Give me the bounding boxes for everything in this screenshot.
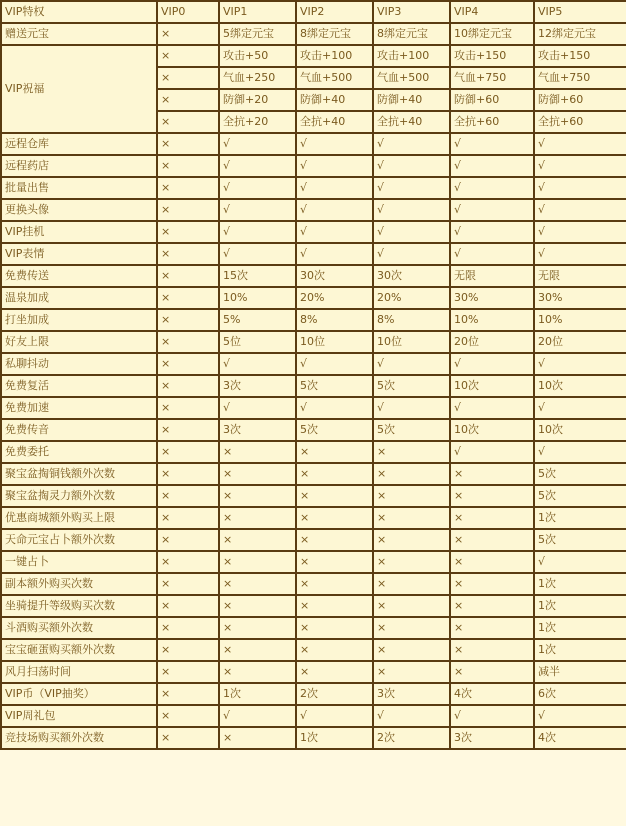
table-cell: 5次: [534, 463, 626, 485]
table-row: [1, 243, 626, 265]
table-cell: 1次: [534, 639, 626, 661]
table-cell: ×: [373, 485, 450, 507]
table-cell: ×: [373, 595, 450, 617]
table-cell: √: [296, 705, 373, 727]
table-cell: 全抗+60: [450, 111, 534, 133]
table-cell: ×: [157, 67, 219, 89]
table-cell: √: [373, 397, 450, 419]
table-cell: 30%: [450, 287, 534, 309]
header-cell: VIP3: [373, 1, 450, 23]
table-cell: 6次: [534, 683, 626, 705]
row-label: 远程药店: [1, 155, 157, 177]
table-cell: ×: [157, 573, 219, 595]
table-cell: 1次: [534, 507, 626, 529]
table-row: [1, 353, 626, 375]
table-cell: ×: [157, 287, 219, 309]
table-cell: ×: [157, 705, 219, 727]
table-cell: 5次: [534, 529, 626, 551]
row-label: 温泉加成: [1, 287, 157, 309]
table-row: [1, 683, 626, 705]
table-cell: √: [450, 705, 534, 727]
table-cell: √: [534, 551, 626, 573]
table-cell: √: [534, 133, 626, 155]
table-cell: ×: [296, 639, 373, 661]
table-cell: ×: [157, 441, 219, 463]
table-row: [1, 155, 626, 177]
table-cell: ×: [219, 595, 296, 617]
row-label: VIP挂机: [1, 221, 157, 243]
table-cell: ×: [157, 397, 219, 419]
row-label: 免费复活: [1, 375, 157, 397]
table-cell: ×: [450, 485, 534, 507]
table-cell: 10绑定元宝: [450, 23, 534, 45]
table-cell: ×: [373, 573, 450, 595]
table-cell: 30%: [534, 287, 626, 309]
table-cell: ×: [296, 507, 373, 529]
table-cell: ×: [219, 507, 296, 529]
table-cell: ×: [296, 529, 373, 551]
table-cell: 1次: [534, 595, 626, 617]
table-cell: √: [219, 221, 296, 243]
table-cell: ×: [157, 661, 219, 683]
table-cell: ×: [157, 639, 219, 661]
row-label: VIP周礼包: [1, 705, 157, 727]
table-cell: ×: [219, 661, 296, 683]
table-cell: ×: [157, 111, 219, 133]
table-cell: 5位: [219, 331, 296, 353]
table-cell: ×: [157, 595, 219, 617]
table-cell: ×: [450, 617, 534, 639]
table-cell: 10次: [534, 419, 626, 441]
table-cell: 1次: [296, 727, 373, 749]
table-cell: 防御+40: [373, 89, 450, 111]
header-cell: VIP特权: [1, 1, 157, 23]
table-cell: 5次: [373, 375, 450, 397]
table-row: [1, 661, 626, 683]
table-cell: 5次: [296, 419, 373, 441]
table-cell: ×: [450, 507, 534, 529]
table-cell: √: [296, 397, 373, 419]
table-cell: √: [534, 243, 626, 265]
table-cell: ×: [219, 639, 296, 661]
row-label: 打坐加成: [1, 309, 157, 331]
row-label: 聚宝盆掏铜钱额外次数: [1, 463, 157, 485]
table-row: [1, 617, 626, 639]
table-cell: 5%: [219, 309, 296, 331]
table-cell: √: [296, 177, 373, 199]
table-cell: ×: [296, 595, 373, 617]
table-cell: 15次: [219, 265, 296, 287]
table-cell: 2次: [373, 727, 450, 749]
table-cell: √: [450, 221, 534, 243]
table-row: [1, 727, 626, 749]
header-row: [1, 1, 626, 23]
row-label: 免费加速: [1, 397, 157, 419]
table-cell: ×: [219, 529, 296, 551]
table-cell: ×: [157, 199, 219, 221]
table-cell: ×: [296, 485, 373, 507]
table-cell: ×: [296, 551, 373, 573]
table-cell: √: [373, 221, 450, 243]
row-label: 斗酒购买额外次数: [1, 617, 157, 639]
table-cell: √: [219, 133, 296, 155]
table-cell: √: [450, 441, 534, 463]
table-cell: 减半: [534, 661, 626, 683]
table-cell: ×: [296, 661, 373, 683]
table-row: [1, 595, 626, 617]
table-cell: 30次: [296, 265, 373, 287]
table-cell: 10%: [219, 287, 296, 309]
header-cell: VIP0: [157, 1, 219, 23]
table-row: [1, 639, 626, 661]
table-cell: ×: [373, 463, 450, 485]
table-row: [1, 177, 626, 199]
table-cell: ×: [296, 573, 373, 595]
table-cell: ×: [373, 639, 450, 661]
table-row: [1, 221, 626, 243]
table-cell: ×: [219, 485, 296, 507]
table-cell: 10次: [450, 375, 534, 397]
row-label: 一键占卜: [1, 551, 157, 573]
table-cell: 4次: [450, 683, 534, 705]
table-row: [1, 441, 626, 463]
table-cell: 全抗+40: [296, 111, 373, 133]
table-cell: √: [219, 199, 296, 221]
table-cell: √: [296, 199, 373, 221]
table-row: [1, 485, 626, 507]
row-label: 免费传音: [1, 419, 157, 441]
table-cell: 3次: [219, 419, 296, 441]
table-row: [1, 507, 626, 529]
table-cell: ×: [157, 375, 219, 397]
table-cell: 3次: [373, 683, 450, 705]
table-cell: 3次: [219, 375, 296, 397]
table-cell: ×: [373, 441, 450, 463]
table-row: [1, 397, 626, 419]
table-cell: ×: [157, 353, 219, 375]
table-cell: √: [219, 155, 296, 177]
table-cell: 12绑定元宝: [534, 23, 626, 45]
table-cell: ×: [373, 617, 450, 639]
table-cell: ×: [296, 463, 373, 485]
table-cell: √: [219, 705, 296, 727]
table-row: [1, 529, 626, 551]
header-cell: VIP2: [296, 1, 373, 23]
table-cell: ×: [157, 265, 219, 287]
row-label: 竞技场购买额外次数: [1, 727, 157, 749]
table-cell: 防御+60: [534, 89, 626, 111]
table-cell: ×: [157, 243, 219, 265]
table-cell: ×: [450, 595, 534, 617]
table-row: [1, 419, 626, 441]
table-cell: 气血+250: [219, 67, 296, 89]
table-cell: ×: [450, 573, 534, 595]
table-cell: ×: [157, 45, 219, 67]
table-cell: 5次: [534, 485, 626, 507]
table-cell: ×: [450, 529, 534, 551]
table-cell: ×: [373, 661, 450, 683]
table-cell: 30次: [373, 265, 450, 287]
table-cell: ×: [157, 419, 219, 441]
table-cell: 全抗+20: [219, 111, 296, 133]
table-cell: √: [534, 441, 626, 463]
table-cell: 全抗+60: [534, 111, 626, 133]
table-cell: 攻击+100: [296, 45, 373, 67]
table-cell: 攻击+50: [219, 45, 296, 67]
table-row: [1, 331, 626, 353]
table-cell: ×: [450, 639, 534, 661]
table-cell: √: [534, 177, 626, 199]
table-cell: 气血+750: [534, 67, 626, 89]
table-cell: ×: [157, 133, 219, 155]
table-cell: √: [450, 199, 534, 221]
table-row: [1, 573, 626, 595]
table-cell: ×: [296, 441, 373, 463]
table-row: [1, 23, 626, 45]
row-label: 宝宝砸蛋购买额外次数: [1, 639, 157, 661]
table-cell: 气血+500: [373, 67, 450, 89]
table-cell: √: [219, 397, 296, 419]
table-cell: 气血+500: [296, 67, 373, 89]
table-cell: 气血+750: [450, 67, 534, 89]
table-cell: 2次: [296, 683, 373, 705]
table-cell: √: [373, 353, 450, 375]
table-cell: 10次: [534, 375, 626, 397]
table-cell: ×: [157, 551, 219, 573]
table-cell: √: [219, 177, 296, 199]
table-cell: 5次: [373, 419, 450, 441]
table-row: [1, 133, 626, 155]
table-cell: 1次: [534, 573, 626, 595]
header-cell: VIP1: [219, 1, 296, 23]
table-cell: ×: [157, 23, 219, 45]
table-cell: 8%: [296, 309, 373, 331]
table-cell: 10%: [534, 309, 626, 331]
row-label: 天命元宝占卜额外次数: [1, 529, 157, 551]
table-cell: ×: [373, 529, 450, 551]
table-cell: 5次: [296, 375, 373, 397]
row-label: 免费传送: [1, 265, 157, 287]
table-cell: ×: [157, 485, 219, 507]
table-cell: √: [296, 243, 373, 265]
table-cell: ×: [219, 441, 296, 463]
table-body: [1, 1, 626, 749]
table-cell: 无限: [450, 265, 534, 287]
table-cell: √: [373, 243, 450, 265]
table-cell: ×: [219, 573, 296, 595]
table-row: [1, 551, 626, 573]
table-cell: 3次: [450, 727, 534, 749]
row-label: 聚宝盆掏灵力额外次数: [1, 485, 157, 507]
table-cell: ×: [157, 177, 219, 199]
table-cell: √: [373, 133, 450, 155]
table-row: [1, 265, 626, 287]
table-cell: √: [373, 155, 450, 177]
header-cell: VIP5: [534, 1, 626, 23]
header-cell: VIP4: [450, 1, 534, 23]
table-cell: √: [450, 133, 534, 155]
table-cell: √: [450, 397, 534, 419]
table-cell: ×: [157, 727, 219, 749]
table-cell: √: [373, 199, 450, 221]
table-row: [1, 199, 626, 221]
table-cell: ×: [219, 551, 296, 573]
table-cell: ×: [157, 683, 219, 705]
table-cell: 10次: [450, 419, 534, 441]
row-label: 好友上限: [1, 331, 157, 353]
table-cell: 20%: [373, 287, 450, 309]
table-cell: 1次: [219, 683, 296, 705]
row-label: 副本额外购买次数: [1, 573, 157, 595]
table-cell: 10%: [450, 309, 534, 331]
table-cell: √: [450, 243, 534, 265]
table-cell: ×: [157, 463, 219, 485]
table-cell: ×: [219, 617, 296, 639]
table-cell: 攻击+100: [373, 45, 450, 67]
row-label: VIP表情: [1, 243, 157, 265]
table-cell: 全抗+40: [373, 111, 450, 133]
table-cell: ×: [219, 727, 296, 749]
table-cell: 攻击+150: [534, 45, 626, 67]
table-cell: 8绑定元宝: [296, 23, 373, 45]
table-cell: 20位: [534, 331, 626, 353]
table-row: [1, 375, 626, 397]
table-cell: ×: [157, 221, 219, 243]
table-cell: √: [219, 243, 296, 265]
table-cell: √: [373, 705, 450, 727]
table-cell: ×: [157, 617, 219, 639]
row-label: 批量出售: [1, 177, 157, 199]
table-cell: √: [534, 221, 626, 243]
table-cell: ×: [450, 551, 534, 573]
table-row: [1, 287, 626, 309]
table-cell: ×: [219, 463, 296, 485]
table-cell: √: [219, 353, 296, 375]
table-cell: √: [296, 353, 373, 375]
table-cell: 防御+20: [219, 89, 296, 111]
table-row: [1, 463, 626, 485]
table-cell: ×: [157, 309, 219, 331]
table-cell: 5绑定元宝: [219, 23, 296, 45]
table-cell: 4次: [534, 727, 626, 749]
row-label: 风月扫荡时间: [1, 661, 157, 683]
table-cell: 8%: [373, 309, 450, 331]
table-cell: 1次: [534, 617, 626, 639]
row-label: 优惠商城额外购买上限: [1, 507, 157, 529]
table-cell: √: [296, 133, 373, 155]
table-cell: 防御+60: [450, 89, 534, 111]
row-label: 免费委托: [1, 441, 157, 463]
table-cell: √: [534, 353, 626, 375]
table-cell: √: [296, 155, 373, 177]
table-cell: ×: [373, 551, 450, 573]
table-cell: 20%: [296, 287, 373, 309]
table-cell: ×: [157, 155, 219, 177]
table-cell: √: [534, 155, 626, 177]
table-cell: ×: [157, 89, 219, 111]
table-cell: ×: [373, 507, 450, 529]
table-cell: √: [450, 155, 534, 177]
row-label: 坐骑提升等级购买次数: [1, 595, 157, 617]
table-cell: 20位: [450, 331, 534, 353]
table-cell: 10位: [373, 331, 450, 353]
row-label: 赠送元宝: [1, 23, 157, 45]
table-cell: ×: [157, 507, 219, 529]
table-row: [1, 45, 626, 67]
row-label: 远程仓库: [1, 133, 157, 155]
table-cell: 10位: [296, 331, 373, 353]
table-cell: √: [296, 221, 373, 243]
table-cell: 8绑定元宝: [373, 23, 450, 45]
row-label: VIP祝福: [1, 45, 157, 133]
row-label: 更换头像: [1, 199, 157, 221]
table-cell: √: [450, 177, 534, 199]
table-cell: 防御+40: [296, 89, 373, 111]
table-cell: 无限: [534, 265, 626, 287]
table-row: [1, 309, 626, 331]
table-cell: √: [534, 397, 626, 419]
table-cell: ×: [296, 617, 373, 639]
table-cell: ×: [157, 529, 219, 551]
table-row: [1, 705, 626, 727]
row-label: 私聊抖动: [1, 353, 157, 375]
table-cell: ×: [450, 661, 534, 683]
table-cell: √: [373, 177, 450, 199]
table-cell: ×: [450, 463, 534, 485]
table-cell: √: [450, 353, 534, 375]
table-cell: 攻击+150: [450, 45, 534, 67]
table-cell: √: [534, 199, 626, 221]
table-cell: ×: [157, 331, 219, 353]
table-cell: √: [534, 705, 626, 727]
row-label: VIP币（VIP抽奖）: [1, 683, 157, 705]
